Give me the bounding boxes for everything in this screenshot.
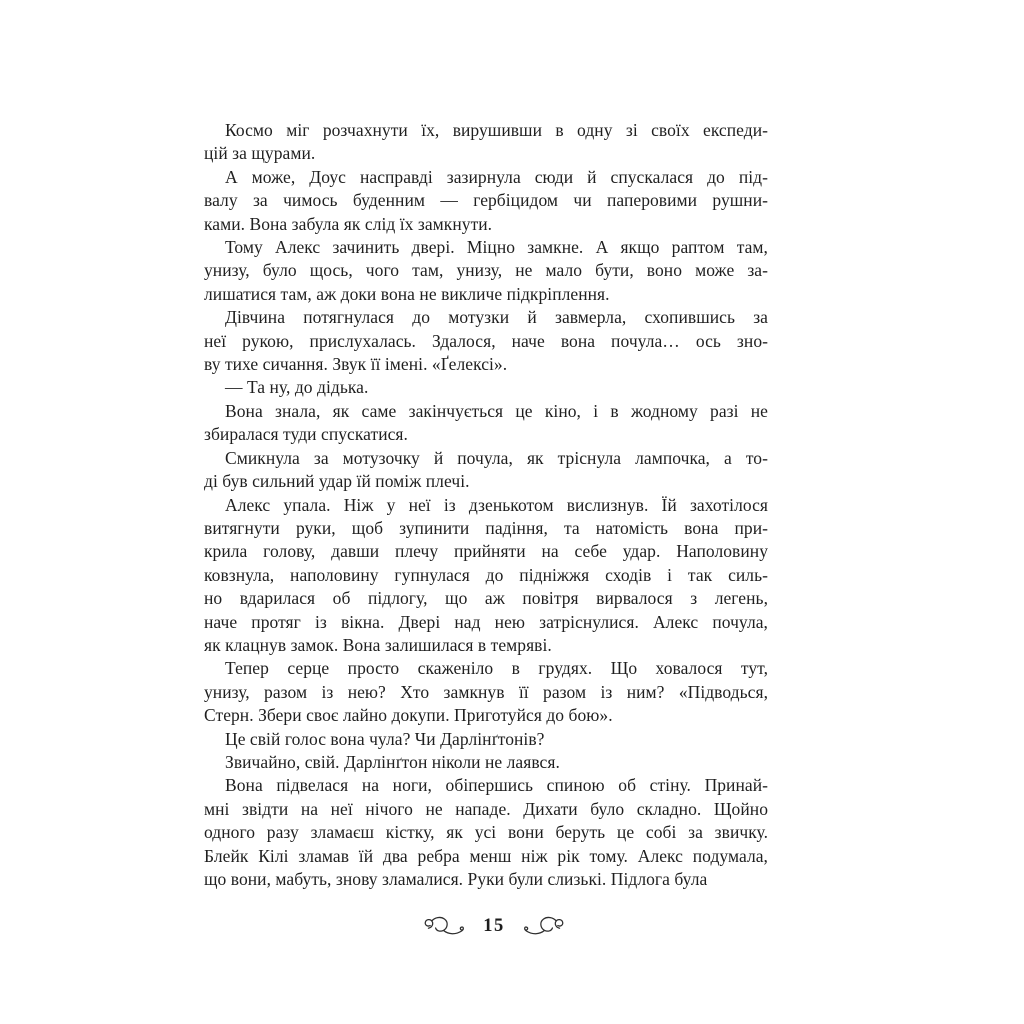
text-line: цій за щурами. [204,143,316,164]
text-line: Це свій голос вона чула? Чи Дарлінґтонів? [225,728,545,749]
text-line: Космо міг розчахнути їх, вирушивши в одну зі своїх експеди- [225,120,768,140]
paragraph [204,494,768,658]
paragraph [204,447,768,494]
text-line: Звичайно, свій. Дарлінґтон ніколи не лаявся. [225,751,560,772]
paragraph [204,376,768,399]
paragraph [204,119,768,166]
text-line: збиралася туди спускатися. [204,424,408,445]
text-line: Алекс упала. Ніж у неї із дзенькотом вислизнув. Їй захотілося [225,494,768,515]
text-line: крила голову, давши плечу прийняти на себе удар. Наполовину [204,541,768,562]
text-line: Дівчина потягнулася до мотузки й завмерла, схопившись за [225,307,768,328]
flourish-left-icon [422,915,468,939]
page-number: 15 [483,915,505,936]
text-line: неї рукою, прислухалась. Здалося, наче вона почула… ось зно- [204,330,768,351]
text-line: валу за чимось буденним — гербіцидом чи паперовими рушни- [204,190,768,211]
text-line: А може, Доус насправді зазирнула сюди й спускалася до під- [225,166,768,187]
paragraph [204,236,768,306]
paragraph [204,774,768,891]
text-line: унизу, разом із нею? Хто замкнув її разом із ним? «Підводься, [204,681,768,702]
paragraph [204,751,768,774]
text-line: ді був сильний удар їй поміж плечі. [204,471,470,492]
text-line: но вдарилася об підлогу, що аж повітря вирвалося з легень, [204,588,768,609]
text-line: лишатися там, аж доки вона не викличе підкріплення. [204,283,610,304]
text-line: Тому Алекс зачинить двері. Міцно замкне. А якщо раптом там, [225,237,768,258]
text-line: Блейк Кілі зламав їй два ребра менш ніж рік тому. Алекс подумала, [204,845,768,866]
text-line: мні звідти на неї нічого не нападе. Дихати було складно. Щойно [204,798,768,819]
text-line: що вони, мабуть, знову зламалися. Руки були слизькі. Підлога була [204,869,708,889]
text-line: ву тихе сичання. Звук її імені. «Ґелексі». [204,354,508,375]
flourish-right-icon [520,915,566,939]
text-line: Стерн. Збери своє лайно докупи. Приготуйся до бою». [204,705,613,726]
text-block [204,119,768,891]
text-line: Смикнула за мотузочку й почула, як тріснула лампочка, а то- [225,447,768,468]
text-line: наче протяг із вікна. Двері над нею затріснулися. Алекс почула, [204,611,768,632]
text-line: витягнути руки, щоб зупинити падіння, та натомість вона при- [204,517,768,538]
text-line: ковзнула, наполовину гупнулася до підніжжя сходів і так силь- [204,564,768,585]
text-line: одного разу зламаєш кістку, як усі вони беруть це собі за звичку. [204,822,768,843]
paragraph [204,400,768,447]
paragraph [204,728,768,751]
page-footer [204,910,784,944]
paragraph [204,306,768,376]
text-line: унизу, було щось, чого там, унизу, не мало бути, воно може за- [204,260,768,281]
text-line: Вона знала, як саме закінчується це кіно, і в жодному разі не [225,400,768,421]
text-line: ками. Вона забула як слід їх замкнути. [204,213,493,234]
paragraph [204,657,768,727]
paragraph [204,166,768,236]
text-line: Тепер серце просто скаженіло в грудях. Що ховалося тут, [225,658,768,679]
text-line: Вона підвелася на ноги, обіпершись спиною об стіну. Принай- [225,775,768,796]
text-line: — Та ну, до дідька. [225,377,369,398]
text-line: як клацнув замок. Вона залишилася в темряві. [204,634,552,655]
